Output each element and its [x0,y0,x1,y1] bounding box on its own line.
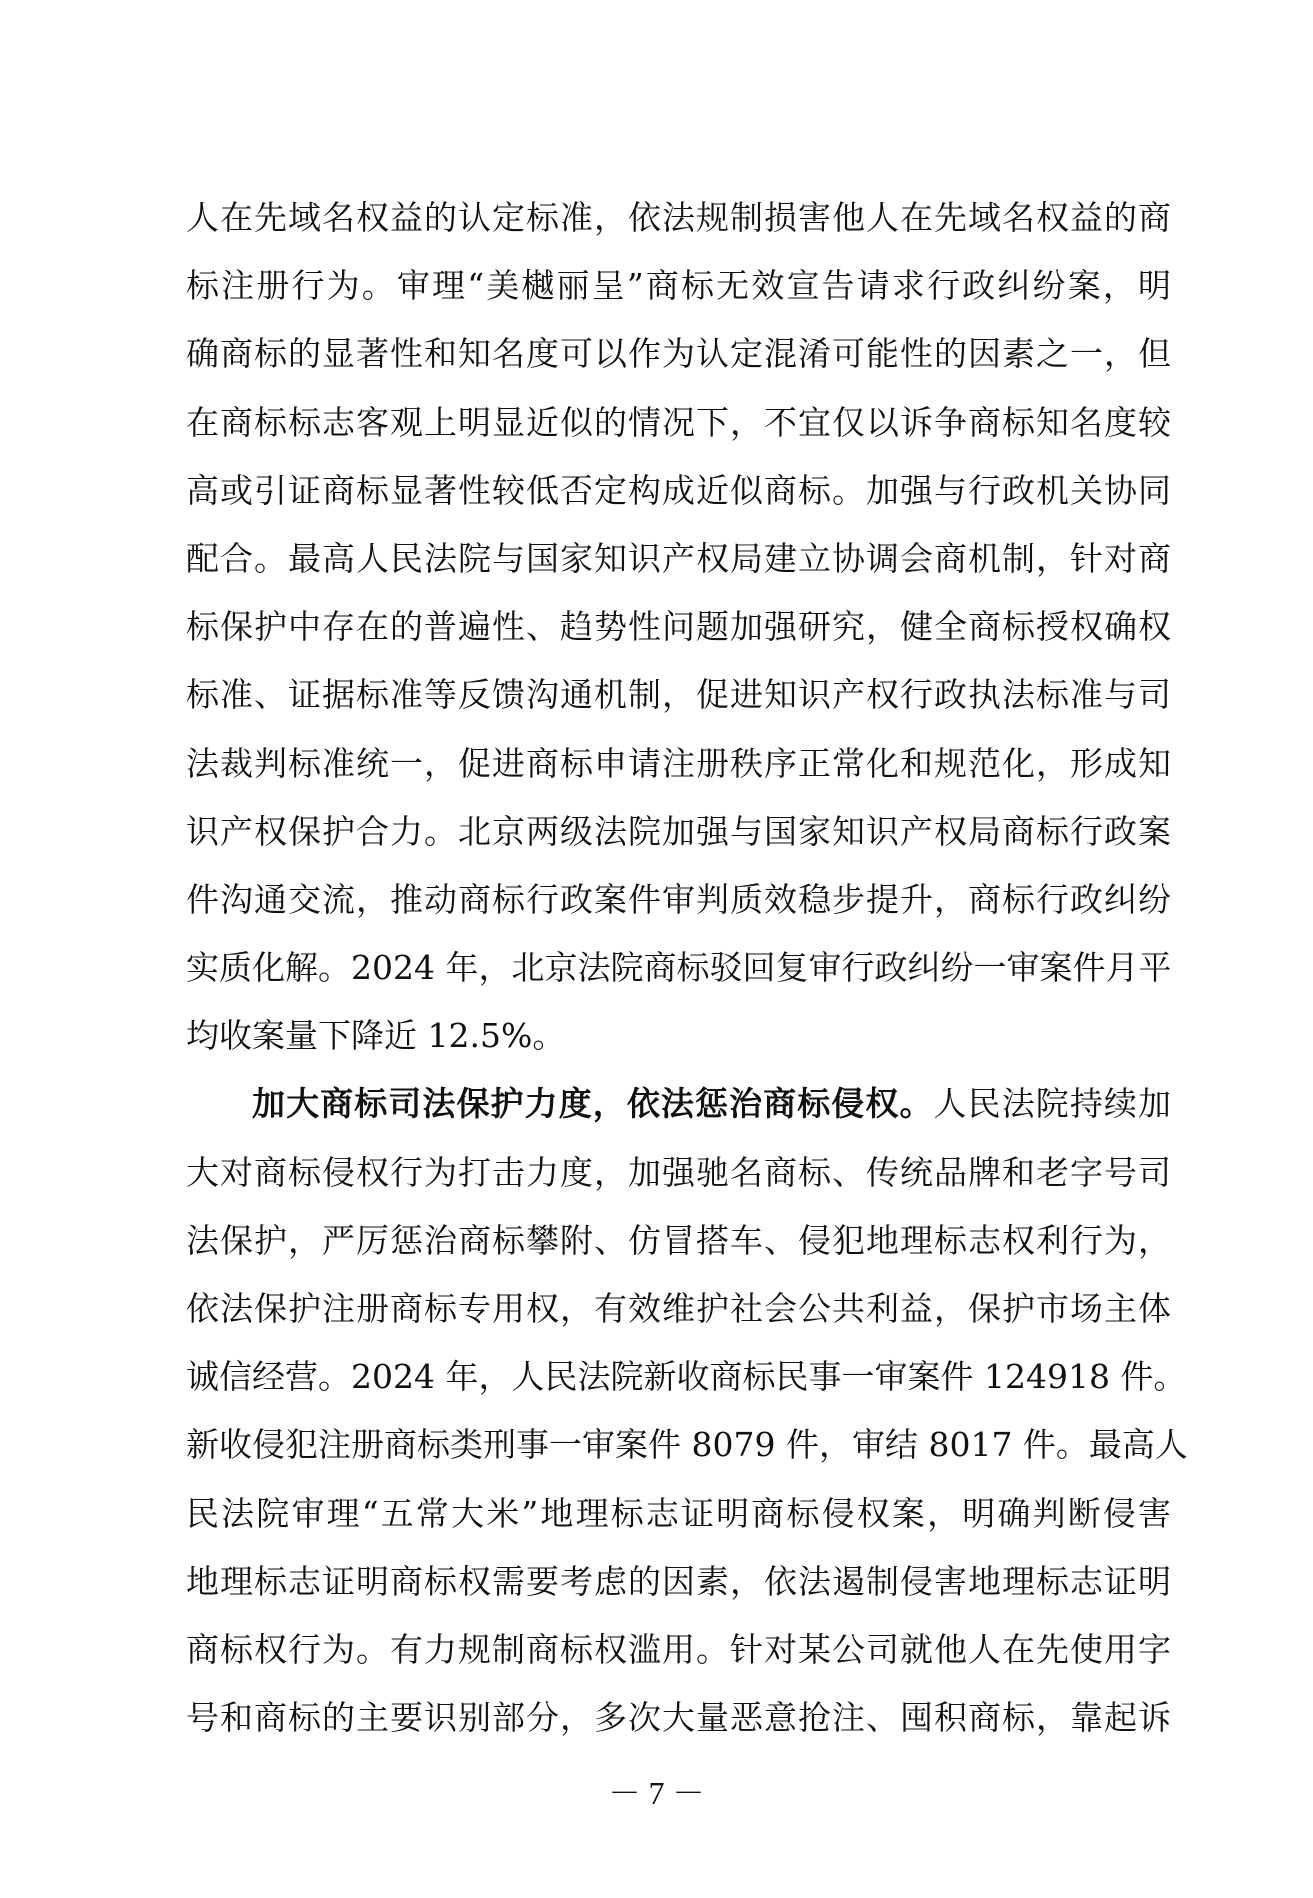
paragraph-1 [186,184,1171,1070]
text-line: 确商标的显著性和知名度可以作为认定混淆可能性的因素之一，但 [186,334,1171,374]
text-line: 识产权保护合力。北京两级法院加强与国家知识产权局商标行政案 [186,811,1171,851]
text-line: 民法院审理“五常大米”地理标志证明商标侵权案，明确判断侵害 [186,1493,1171,1533]
page-number: － 7 － [608,1775,705,1811]
text-line: 件沟通交流，推动商标行政案件审判质效稳步提升，商标行政纠纷 [186,879,1171,919]
text-line: 配合。最高人民法院与国家知识产权局建立协调会商机制，针对商 [186,538,1171,578]
text-line: 法保护，严厉惩治商标攀附、仿冒搭车、侵犯地理标志权利行为， [186,1220,1171,1260]
text-line: 标准、证据标准等反馈沟通机制，促进知识产权行政执法标准与司 [186,675,1171,715]
text-line: 实质化解。2024 年，北京法院商标驳回复审行政纠纷一审案件月平 [186,948,1172,988]
text-line: 人在先域名权益的认定标准，依法规制损害他人在先域名权益的商 [186,198,1171,237]
text-line: 号和商标的主要识别部分，多次大量恶意抢注、囤积商标，靠起诉 [186,1698,1171,1738]
text-line: 诚信经营。2024 年，人民法院新收商标民事一审案件 124918 件。 [186,1357,1187,1397]
text-line: 商标权行为。有力规制商标权滥用。针对某公司就他人在先使用字 [186,1629,1171,1669]
paragraph-first-line [186,1070,1171,1138]
text-line: 大对商标侵权行为打击力度，加强驰名商标、传统品牌和老字号司 [186,1152,1171,1192]
paragraph-first-line-text: 人民法院持续加 [933,1084,1172,1124]
text-line: 高或引证商标显著性较低否定构成近似商标。加强与行政机关协同 [186,470,1171,510]
text-line: 标保护中存在的普遍性、趋势性问题加强研究，健全商标授权确权 [186,607,1171,647]
body-text [186,184,1188,1752]
text-line: 依法保护注册商标专用权，有效维护社会公共利益，保护市场主体 [186,1289,1171,1328]
text-line: 标注册行为。审理“美樾丽呈”商标无效宣告请求行政纠纷案，明 [186,266,1171,306]
paragraph-heading: 加大商标司法保护力度，依法惩治商标侵权。 [252,1084,934,1124]
text-line: 法裁判标准统一，促进商标申请注册秩序正常化和规范化，形成知 [186,743,1171,783]
text-line: 新收侵犯注册商标类刑事一审案件 8079 件，审结 8017 件。最高人 [186,1425,1188,1465]
text-line: 均收案量下降近 12.5%。 [186,1016,566,1056]
paragraph-2 [186,1070,1188,1752]
text-line: 地理标志证明商标权需要考虑的因素，依法遏制侵害地理标志证明 [186,1561,1171,1601]
text-line: 在商标标志客观上明显近似的情况下，不宜仅以诉争商标知名度较 [186,402,1171,442]
